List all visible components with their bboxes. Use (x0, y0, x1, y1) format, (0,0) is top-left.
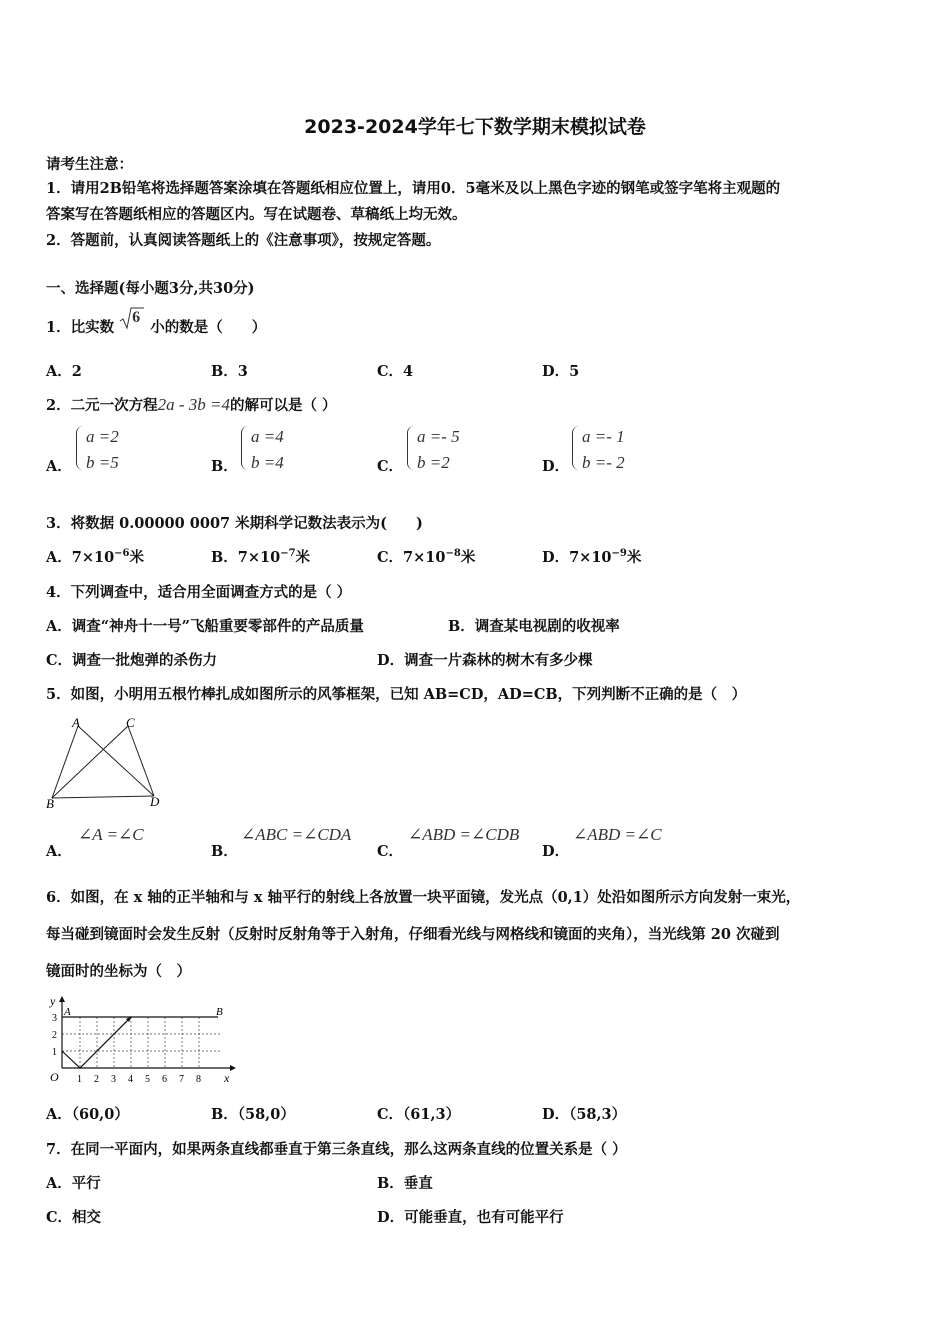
q2-option-b-system (241, 424, 284, 476)
y-tick-3: 3 (52, 1013, 57, 1024)
q4-option-d: D．调查一片森林的树木有多少棵 (377, 652, 593, 669)
q6-option-c: C．（61,3） (377, 1106, 461, 1123)
q5-option-c-label: C． (377, 843, 404, 860)
sqrt-radicand: 6 (132, 309, 141, 326)
q2-d-eq1: a =- 1 (582, 427, 625, 446)
q3-option-c (377, 546, 475, 567)
q5-option-b-label: B． (211, 843, 238, 860)
notice-heading: 请考生注意： (46, 156, 133, 173)
question-6-line-3: 镜面时的坐标为（ ） (46, 963, 191, 980)
y-tick-2: 2 (52, 1030, 57, 1041)
q3-b-base: B．7×10 (211, 549, 281, 566)
y-axis-label: y (50, 994, 56, 1008)
q6-option-d: D．（58,3） (542, 1106, 627, 1123)
segment-ad (78, 726, 154, 796)
segment-bd (52, 796, 154, 798)
q2-option-d-system (572, 424, 625, 476)
x-tick-5: 5 (145, 1074, 150, 1085)
question-2-equation: 2a - 3b =4 (157, 395, 230, 414)
q5-option-d: ∠ABD =∠C (573, 825, 662, 844)
q4-option-c: C．调查一批炮弹的杀伤力 (46, 652, 218, 669)
y-tick-1: 1 (52, 1047, 57, 1058)
q6-option-a: A．（60,0） (46, 1106, 129, 1123)
question-1-stem-b: 小的数是（ ） (150, 319, 267, 336)
q3-d-unit: 米 (626, 549, 642, 566)
question-1-stem (46, 309, 267, 337)
question-7-stem: 7．在同一平面内，如果两条直线都垂直于第三条直线，那么这两条直线的位置关系是（ ） (46, 1141, 627, 1158)
q3-option-b (211, 546, 310, 567)
label-b: B (46, 796, 54, 811)
section-heading: 一、选择题(每小题3分,共30分) (46, 280, 255, 297)
q5-option-c: ∠ABD =∠CDB (408, 825, 520, 844)
q3-a-base: A．7×10 (46, 549, 115, 566)
q1-option-a: A．2 (46, 363, 82, 380)
q2-a-eq2: b =5 (86, 453, 119, 472)
q3-option-d (542, 546, 641, 567)
x-tick-6: 6 (162, 1074, 167, 1085)
q3-a-unit: 米 (129, 549, 145, 566)
q3-d-exp: −9 (611, 548, 627, 560)
q3-option-a (46, 546, 144, 567)
light-path (62, 1017, 131, 1068)
point-b-label: B (216, 1006, 223, 1018)
q3-c-base: C．7×10 (377, 549, 446, 566)
q2-b-eq2: b =4 (251, 453, 284, 472)
q6-option-b: B．（58,0） (211, 1106, 295, 1123)
question-3-stem: 3．将数据 0.00000 0007 米期科学记数法表示为( ) (46, 515, 423, 532)
x-axis-label: x (224, 1071, 230, 1085)
q2-c-eq1: a =- 5 (417, 427, 460, 446)
question-5-stem: 5．如图，小明用五根竹棒扎成如图所示的风筝框架，已知 AB=CD，AD=CB，下列判断不正确的是（ ） (46, 686, 747, 703)
q3-d-base: D．7×10 (542, 549, 612, 566)
x-tick-7: 7 (179, 1074, 184, 1085)
question-2-stem-b: 的解可以是（ ） (229, 397, 337, 414)
question-2-stem-a: 2．二元一次方程 (46, 397, 158, 414)
q5-option-b: ∠ABC =∠CDA (241, 825, 352, 844)
question-1-stem-a: 1．比实数 (46, 319, 115, 336)
mirror-reflection-figure (40, 994, 240, 1089)
x-axis-arrow-icon (230, 1065, 236, 1071)
q3-c-exp: −8 (445, 548, 461, 560)
q5-option-a: ∠A =∠C (78, 825, 144, 844)
q2-option-c-label: C． (377, 458, 404, 475)
q2-option-b-label: B． (211, 458, 238, 475)
page-title: 2023-2024学年七下数学期末模拟试卷 (304, 116, 646, 138)
label-a: A (72, 715, 80, 730)
q3-c-unit: 米 (460, 549, 476, 566)
q7-option-a: A．平行 (46, 1175, 101, 1192)
origin-label: O (50, 1070, 59, 1084)
notice-item-2: 2．答题前，认真阅读答题纸上的《注意事项》，按规定答题。 (46, 232, 441, 249)
q2-option-d-label: D． (542, 458, 570, 475)
q5-option-d-label: D． (542, 843, 570, 860)
x-tick-2: 2 (94, 1074, 99, 1085)
q7-option-b: B．垂直 (377, 1175, 433, 1192)
x-tick-8: 8 (196, 1074, 201, 1085)
q7-option-d: D．可能垂直，也有可能平行 (377, 1209, 564, 1226)
q5-option-a-label: A． (46, 843, 72, 860)
question-6-line-1: 6．如图，在 x 轴的正半轴和与 x 轴平行的射线上各放置一块平面镜，发光点（0,1）处沿如图所示方向发射一束光， (46, 889, 801, 906)
q7-option-c: C．相交 (46, 1209, 102, 1226)
kite-frame-figure (42, 714, 172, 814)
q3-b-exp: −7 (280, 548, 296, 560)
q3-a-exp: −6 (114, 548, 130, 560)
q2-a-eq1: a =2 (86, 427, 119, 446)
notice-item-1-line-2: 答案写在答题纸相应的答题区内。写在试题卷、草稿纸上均无效。 (46, 206, 467, 223)
x-tick-3: 3 (111, 1074, 116, 1085)
q2-c-eq2: b =2 (417, 453, 450, 472)
label-d: D (150, 794, 160, 809)
q1-option-c: C．4 (377, 363, 414, 380)
q2-b-eq1: a =4 (251, 427, 284, 446)
q2-option-c-system (407, 424, 460, 476)
sqrt-6 (119, 309, 145, 334)
x-tick-4: 4 (128, 1074, 133, 1085)
label-c: C (126, 715, 135, 730)
q1-option-b: B．3 (211, 363, 248, 380)
q4-option-b: B．调查某电视剧的收视率 (448, 618, 620, 635)
point-a-label: A (64, 1006, 71, 1018)
q2-d-eq2: b =- 2 (582, 453, 625, 472)
y-axis-arrow-icon (59, 996, 65, 1002)
q3-b-unit: 米 (295, 549, 311, 566)
question-6-line-2: 每当碰到镜面时会发生反射（反射时反射角等于入射角，仔细看光线与网格线和镜面的夹角），当光线第 20 次碰到 (46, 926, 780, 943)
q1-option-d: D．5 (542, 363, 580, 380)
segment-cd (128, 726, 154, 796)
segment-ab (52, 726, 78, 798)
q4-option-a: A．调查“神舟十一号”飞船重要零部件的产品质量 (46, 618, 364, 635)
question-2-stem (46, 394, 337, 415)
q2-option-a-system (76, 424, 119, 476)
q2-option-a-label: A． (46, 458, 72, 475)
question-4-stem: 4．下列调查中，适合用全面调查方式的是（ ） (46, 584, 352, 601)
x-tick-1: 1 (77, 1074, 82, 1085)
notice-item-1-line-1: 1．请用2B铅笔将选择题答案涂填在答题纸相应位置上，请用0．5毫米及以上黑色字迹的钢笔或签字笔将主观题的 (46, 180, 781, 197)
